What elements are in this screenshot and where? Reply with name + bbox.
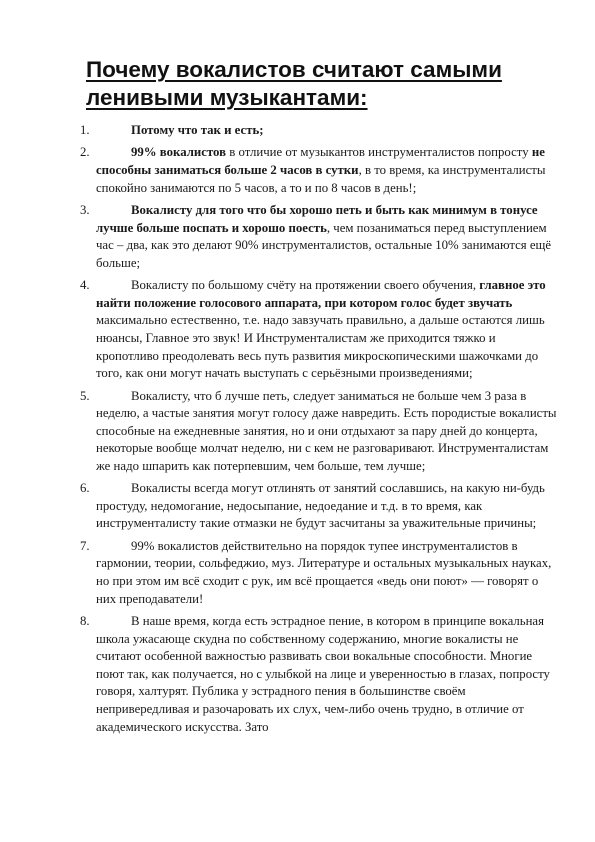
- text-run: В наше время, когда есть эстрадное пение, в котором в принципе вокальная школа ужасающе скудна по собственному содержанию, многие вокалисты не считают особенной важностью развивать свои вокальные способности. Многие поют так, как получается, но с улыбкой на лице и уверенностью в глазах, попросту говоря, халтурят. Публика у эстрадного пения в большинстве своём непривередливая и разочаровать их слух, чем-либо очень трудно, в отличие от академического искусства. Зато: [96, 614, 550, 734]
- list-item-text: [96, 144, 558, 197]
- bold-text-run: Потому что так и есть;: [131, 123, 264, 137]
- list-item-text: [96, 277, 558, 383]
- bold-text-run: не способны заниматься больше 2 часов в сутки: [96, 145, 545, 177]
- list-item-text: [96, 122, 558, 140]
- list-item-number: 4.: [80, 278, 90, 293]
- numbered-list: [0, 122, 595, 741]
- text-run: 99% вокалистов действительно на порядок тупее инструменталистов в гармонии, теории, сольфеджио, муз. Литературе и остальных музыкальных науках, но при этом им всё сходит с рук, им всё прощается «ведь они поют» — говорят о них преподаватели!: [96, 538, 552, 606]
- list-item: [0, 277, 595, 383]
- list-item-text: [96, 480, 558, 533]
- list-item-number: 1.: [80, 123, 90, 137]
- list-item-number: 8.: [80, 614, 90, 629]
- text-run: , в то время, ка инструменталисты спокойно занимаются по 5 часов, а то и по 8 часов в день!;: [96, 162, 546, 195]
- list-item-number: 6.: [80, 481, 90, 496]
- list-item-number: 5.: [80, 388, 90, 403]
- text-run: в отличие от музыкантов инструменталистов попросту: [226, 145, 532, 160]
- list-item: [0, 144, 595, 197]
- text-run: Вокалисту по большому счёту на протяжении своего обучения,: [131, 278, 480, 293]
- list-item-text: [96, 202, 558, 272]
- text-run: Вокалисту, что б лучше петь, следует заниматься не больше чем 3 раза в неделю, а частые занятия могут голосу даже навредить. Есть породистые вокалисты способные на ежедневные занятия, но и они отдыхают за пару дней до концерта, некоторые вообще молчат неделю, ни с кем не разговаривают. Инструменталистам же надо шпарить как потерпевшим, чем больше, тем лучше;: [96, 388, 557, 473]
- list-item: [0, 388, 595, 476]
- bold-text-run: главное это найти положение голосового аппарата, при котором голос будет звучать: [96, 278, 546, 310]
- bold-text-run: 99% вокалистов: [131, 145, 227, 160]
- list-item: [0, 202, 595, 272]
- page-title: Почему вокалистов считают самыми ленивыми музыкантами:: [86, 57, 502, 110]
- list-item-number: 3.: [80, 202, 90, 217]
- list-item-text: [96, 613, 558, 736]
- list-item: [0, 480, 595, 533]
- list-item-text: [96, 388, 558, 476]
- text-run: Вокалисты всегда могут отлинять от занятий сославшись, на какую ни-будь простуду, недомогание, недосыпание, недоедание и т.д. в то время, как инструменталисту такие отмазки не будут засчитаны за уважительные причины;: [96, 481, 545, 531]
- list-item-number: 2.: [80, 145, 90, 160]
- text-run: максимально естественно, т.е. надо завзучать правильно, а дальше остаются лишь нюансы, Главное это звук! И Инструменталистам же приходится тяжко и кропотливо преодолевать весь путь развития микроскопическими шажочками до того, как они могут начать выступать с серьёзными произведениями;: [96, 313, 545, 381]
- list-item: [0, 613, 595, 736]
- list-item: [0, 122, 595, 140]
- list-item-text: [96, 538, 558, 608]
- list-item: [0, 538, 595, 608]
- text-run: , чем позаниматься перед выступлением час – два, как это делают 90% инструменталистов, остальные 10% занимаются ещё больше;: [96, 220, 552, 270]
- list-item-number: 7.: [80, 538, 90, 553]
- bold-text-run: Вокалисту для того что бы хорошо петь и быть как минимум в тонусе лучше больше поспать и хорошо поесть: [96, 202, 538, 235]
